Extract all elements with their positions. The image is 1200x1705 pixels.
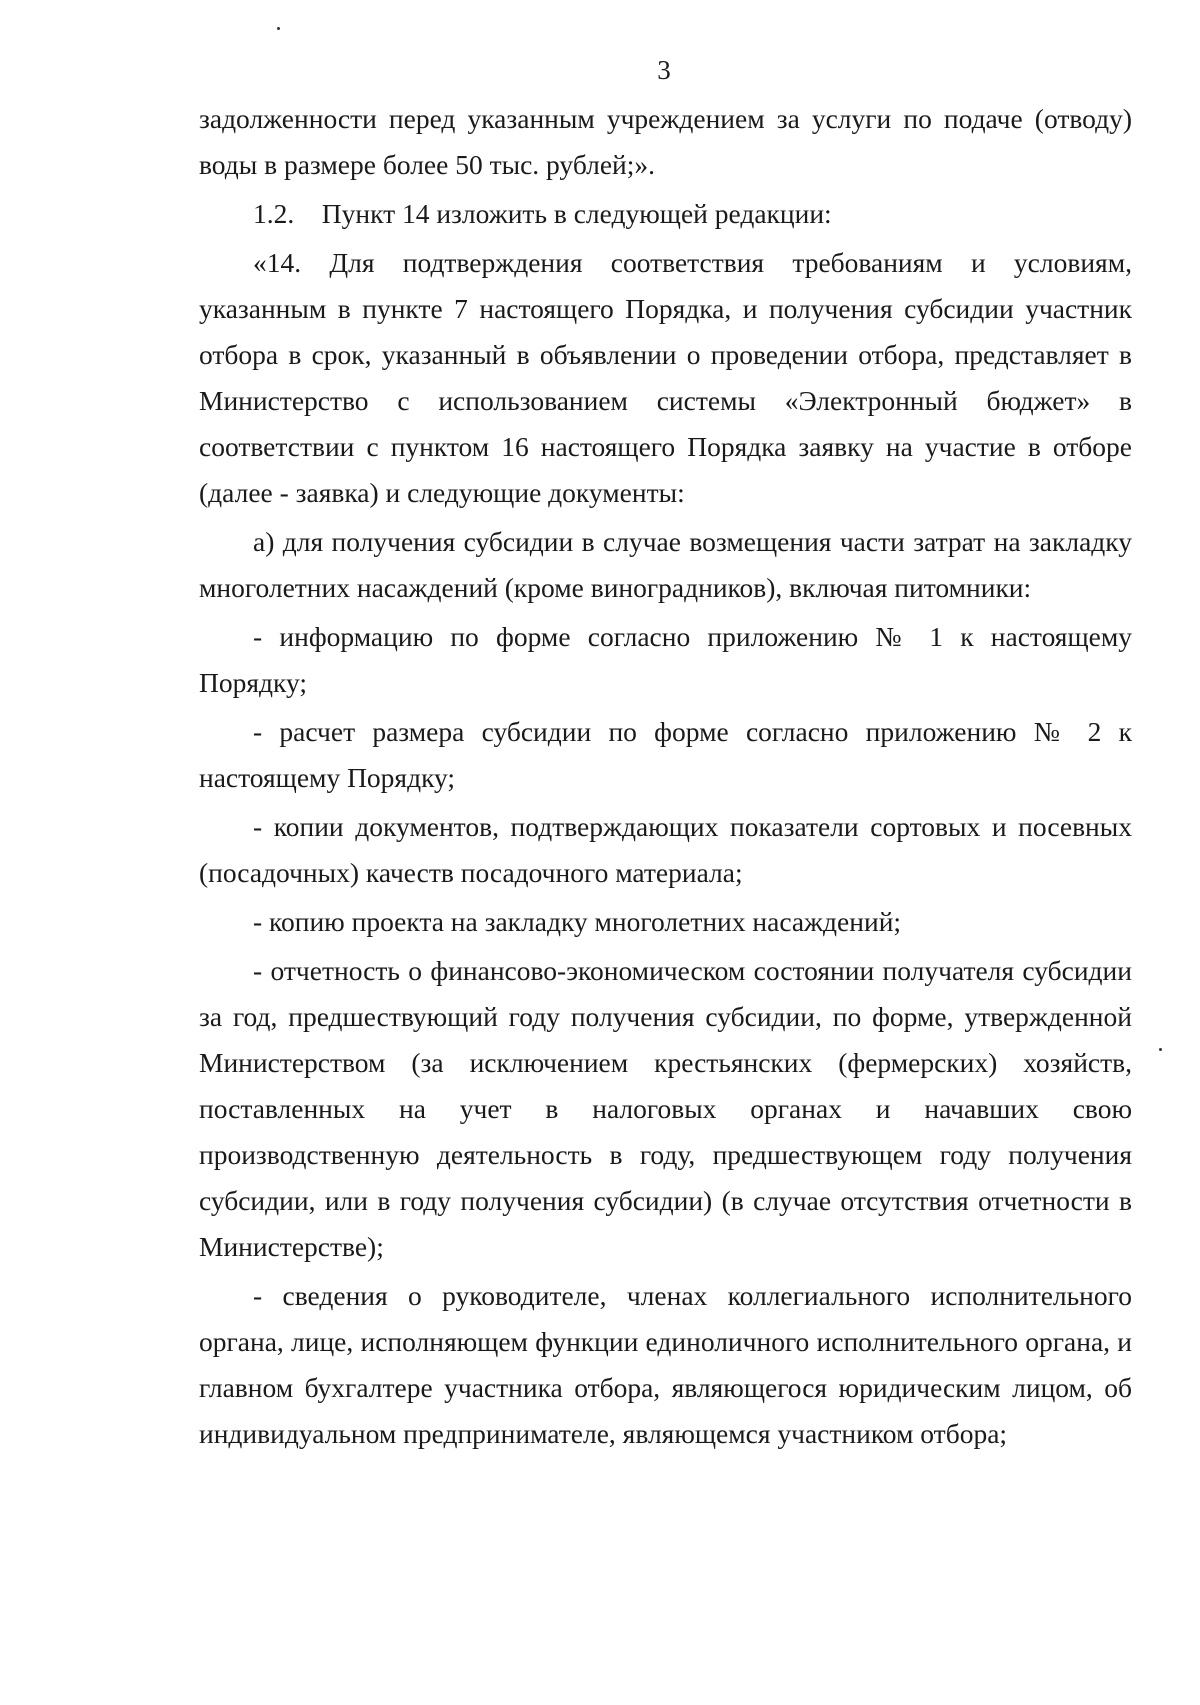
paragraph-subitem-a: а) для получения субсидии в случае возмещения части затрат на закладку многолетних насаждений (кроме виноградников), включая питомники: — [199, 526, 1132, 603]
paragraph-item-14: «14. Для подтверждения соответствия требованиям и условиям, указанным в пункте 7 настоящего Порядка, и получения субсидии участник отбора в срок, указанный в объявлении о проведении отбора, представляет в Министерство с использованием системы «Электронный бюджет» в соответствии с пунктом 16 настоящего Порядка заявку на участие в отборе (далее - заявка) и следующие документы: — [199, 247, 1132, 508]
list-item-management-info: - сведения о руководителе, членах коллегиального исполнительного органа, лице, исполняющем функции единоличного исполнительного органа, и главном бухгалтере участника отбора, являющегося юридическим лицом, об индивидуальном предпринимателе, являющемся участником отбора; — [199, 1280, 1132, 1449]
document-body — [199, 96, 1132, 1460]
paragraph-item-1-2: 1.2. Пункт 14 изложить в следующей редакции: — [253, 198, 832, 229]
list-item-project-copy: - копию проекта на закладку многолетних насаждений; — [253, 906, 902, 937]
paragraph-debt-clause: задолженности перед указанным учреждением за услуги по подаче (отводу) воды в размере более 50 тыс. рублей;». — [199, 103, 1132, 180]
list-item-financial-report: - отчетность о финансово-экономическом состоянии получателя субсидии за год, предшествующий году получения субсидии, по форме, утвержденной Министерством (за исключением крестьянских (фермерских) хозяйств, поставленных на учет в налоговых органах и начавших свою производственную деятельность в году, предшествующем году получения субсидии, или в году получения субсидии) (в случае отсутствия отчетности в Министерстве); — [199, 955, 1132, 1262]
list-item-form-2: - расчет размера субсидии по форме согласно приложению № 2 к настоящему Порядку; — [199, 716, 1132, 793]
scan-speck — [277, 27, 280, 30]
scan-speck — [1159, 1048, 1162, 1051]
list-item-quality-docs: - копии документов, подтверждающих показатели сортовых и посевных (посадочных) качеств посадочного материала; — [199, 811, 1132, 888]
list-item-form-1: - информацию по форме согласно приложению № 1 к настоящему Порядку; — [199, 621, 1132, 698]
page-number: 3 — [657, 55, 671, 85]
